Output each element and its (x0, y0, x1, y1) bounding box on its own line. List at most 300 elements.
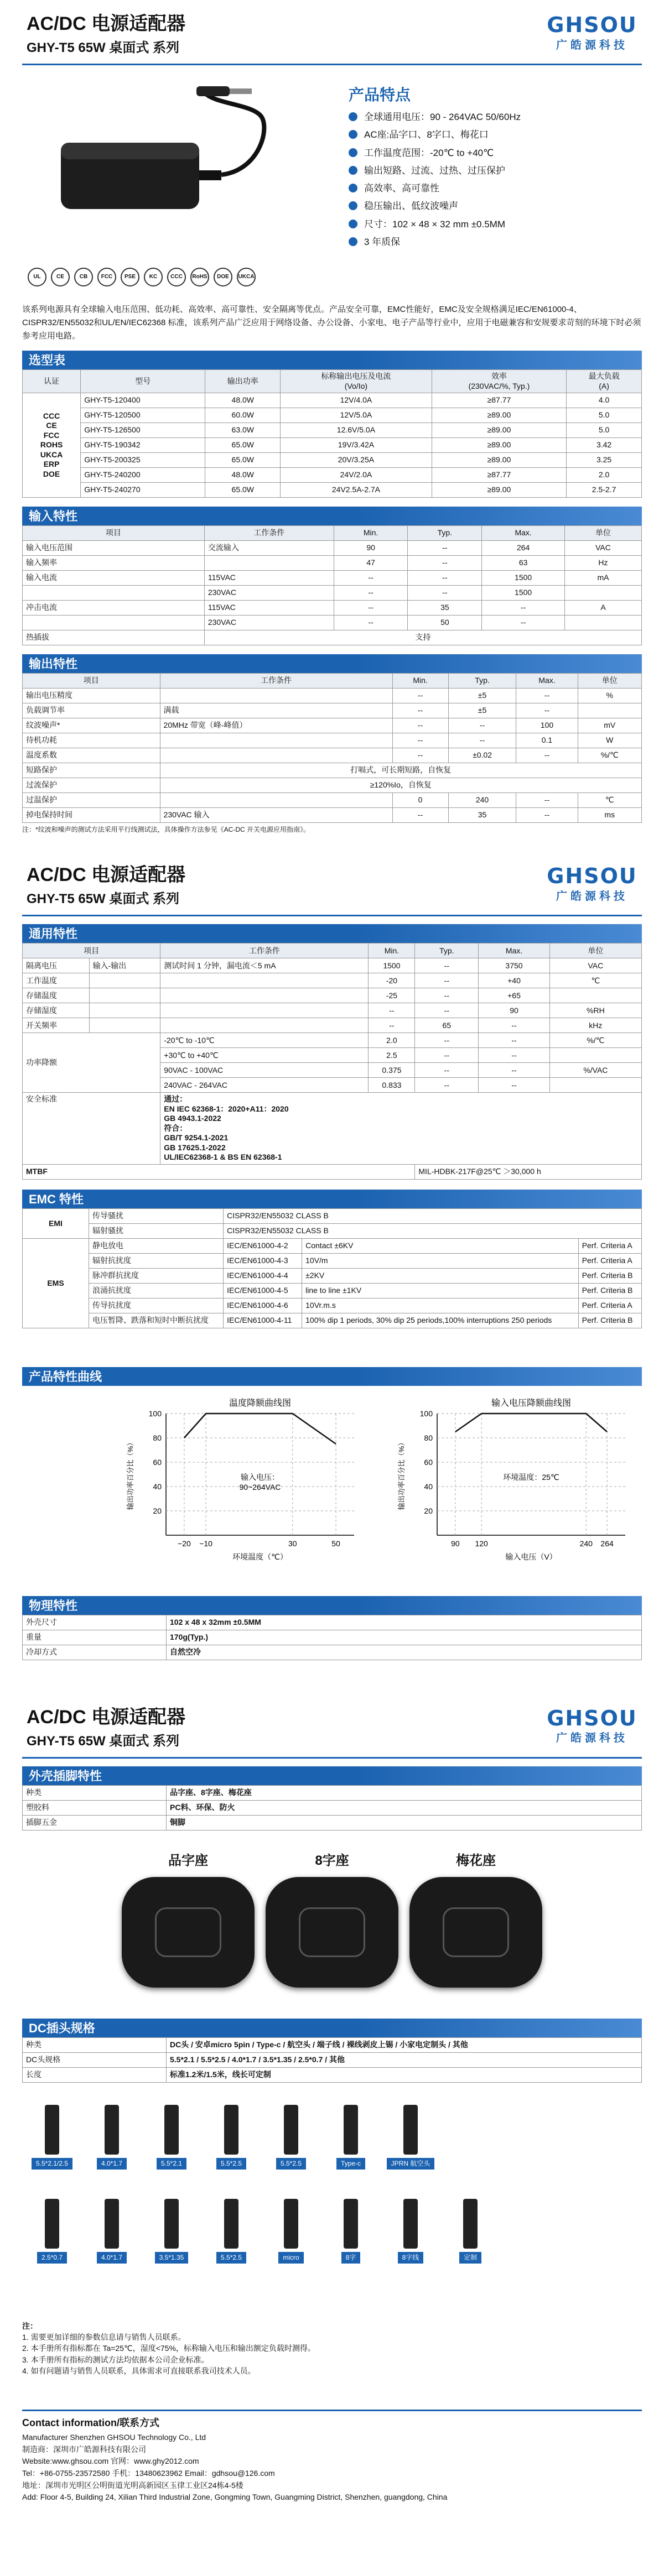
contact-title: Contact information/联系方式 (22, 2417, 159, 2429)
emc-table (22, 1208, 642, 1328)
dc-tip-label: JPRN 航空头 (387, 2158, 435, 2170)
x-tick-label: 264 (600, 1539, 614, 1548)
table-value: 品字座、8字座、梅花座 (167, 1785, 642, 1800)
dc-tip (381, 2105, 440, 2170)
feature-item: AC座:品字口、8字口、梅花口 (349, 129, 521, 140)
plug-socket-2 (260, 1853, 404, 1988)
table-cell: 100 (516, 718, 578, 733)
curves-bar (22, 1367, 642, 1386)
table-key: 塑胶料 (23, 1800, 167, 1815)
table-cell: -- (479, 1063, 549, 1078)
table-row (23, 1223, 642, 1238)
table-cell: Perf. Criteria B (578, 1313, 641, 1328)
table-row (23, 423, 642, 438)
feature-item: 全球通用电压：90 - 264VAC 50/60Hz (349, 111, 521, 123)
table-cell (549, 988, 641, 1003)
table-cell (160, 793, 392, 808)
x-tick-label: 30 (288, 1539, 297, 1548)
table-cell: kHz (549, 1018, 641, 1033)
tips-row-bottom (22, 2199, 642, 2293)
table-cell: 存储温度 (23, 988, 90, 1003)
x-tick-label: 90 (451, 1539, 460, 1548)
table-cell: ≥87.77 (432, 468, 567, 483)
table-cell: 5.0 (567, 408, 642, 423)
plug-caption: 品字座 (168, 1853, 208, 1868)
dc-bar (22, 2019, 642, 2037)
y-axis-label: 输出功率百分比（%） (397, 1438, 406, 1510)
table-cell: 过流保护 (23, 778, 160, 793)
contact-line: 制造商：深圳市广皓源科技有限公司 (22, 2444, 146, 2454)
table-row (23, 958, 642, 973)
dc-tip (82, 2105, 142, 2170)
table-value: 102 x 48 x 32mm ±0.5MM (167, 1615, 642, 1630)
safety-label: 安全标准 (23, 1093, 160, 1165)
temp-derating-chart (116, 1391, 393, 1591)
cert-ukca-icon: UKCA (237, 268, 256, 286)
table-cell: ℃ (578, 793, 641, 808)
safety-line: UL/IEC62368-1 & BS EN 62368-1 (164, 1153, 282, 1162)
table-cell: 温度系数 (23, 748, 160, 763)
contact-lines (22, 2432, 642, 2504)
table-row (23, 2037, 642, 2052)
table-cell: %RH (549, 1003, 641, 1018)
table-cell (549, 1078, 641, 1093)
plug-slot-icon (443, 1907, 509, 1957)
dc-tip (321, 2105, 381, 2170)
dc-tip-label: micro (278, 2252, 303, 2264)
dc-tip (261, 2105, 321, 2170)
table-cell: 65.0W (205, 438, 281, 453)
table-cell: -- (516, 703, 578, 718)
table-header: 项目 (23, 526, 205, 541)
table-cell: -- (516, 689, 578, 703)
table-cell: ℃ (549, 973, 641, 988)
table-cell: 0 (392, 793, 448, 808)
table-cell: 辐射抗扰度 (89, 1253, 224, 1268)
table-cell (160, 1018, 369, 1033)
table-row (23, 988, 642, 1003)
product-intro (22, 65, 642, 303)
table-row (23, 793, 642, 808)
table-cell: 负载调节率 (23, 703, 160, 718)
table-cell: CISPR32/EN55032 CLASS B (224, 1223, 642, 1238)
table-cell: ±5 (448, 689, 516, 703)
table-cell: 240VAC - 264VAC (160, 1078, 369, 1093)
contact-line: Tel：+86-0755-23572580 手机：13480623962 Email：gdhsou@126.com (22, 2468, 275, 2478)
dc-tip-label: 8字 (341, 2252, 361, 2264)
note-item: 3. 本手册所有指标的测试方法均依据本公司企业标准。 (22, 2355, 209, 2364)
table-cell: 90 (334, 541, 408, 556)
table-cell: IEC/EN61000-4-11 (224, 1313, 302, 1328)
table-cell: -- (408, 586, 482, 601)
safety-line: EN IEC 62368-1：2020+A11：2020 (164, 1104, 289, 1113)
table-cell: 2.5 (369, 1048, 415, 1063)
safety-line: GB 17625.1-2022 (164, 1143, 226, 1152)
x-tick-label: 50 (331, 1539, 340, 1548)
plug-face-icon (122, 1877, 255, 1988)
intro-text: 该系列电源具有全球输入电压范围、低功耗、高效率、高可靠性、安全隔离等优点。产品安全可靠，EMC性能好，EMC及安全规格满足IEC/EN61000-4、CISPR32/EN55032和UL/EN/IEC62368 标准，该系列产品广泛应用于网络设备、办公设备、小家电、电子产品等行业中，应用于电磁兼容和安规要求苛刻的环境下时必须参考应用电路。 (22, 305, 641, 341)
dc-tip (82, 2199, 142, 2264)
table-cell: 浪涌抗扰度 (89, 1283, 224, 1298)
table-cell (160, 988, 369, 1003)
output-bar (22, 654, 642, 673)
cert-rohs-icon: RoHS (190, 268, 209, 286)
features-title: 产品特点 (349, 86, 411, 103)
table-header: 工作条件 (204, 526, 334, 541)
table-cell: 交流输入 (204, 541, 334, 556)
dc-tip-label: 5.5*2.5 (216, 2252, 246, 2264)
table-row (23, 1018, 642, 1033)
table-cell: 65.0W (205, 453, 281, 468)
table-header: Typ. (415, 943, 479, 958)
table-cell: ±5 (448, 703, 516, 718)
table-cell: -- (334, 601, 408, 616)
page-header-3 (22, 1693, 642, 1759)
contact-line: Manufacturer Shenzhen GHSOU Technology Co., Ltd (22, 2432, 206, 2442)
table-value: PC料、环保、防火 (167, 1800, 642, 1815)
safety-line: GB/T 9254.1-2021 (164, 1133, 229, 1143)
table-value: 170g(Typ.) (167, 1630, 642, 1645)
table-header: 型号 (81, 370, 205, 393)
logo-en-3: GHSOU (547, 1706, 637, 1730)
plug-socket-1 (116, 1853, 260, 1988)
dc-tip-icon (284, 2105, 298, 2155)
table-cell: 0.833 (369, 1078, 415, 1093)
note-item: 2. 本手册所有指标都在 Ta=25℃，湿度<75%，标称输入电压和输出额定负载时测得。 (22, 2344, 315, 2353)
table-cell: 开关频率 (23, 1018, 90, 1033)
y-tick-label: 80 (424, 1433, 433, 1442)
feature-item: 输出短路、过流、过热、过压保护 (349, 165, 521, 176)
safety-line: GB 4943.1-2022 (164, 1114, 221, 1123)
chart-title: 温度降额曲线图 (229, 1398, 292, 1408)
table-cell: 19V/3.42A (281, 438, 432, 453)
dc-tip-label: 5.5*2.5 (216, 2158, 246, 2170)
dc-tip (142, 2199, 201, 2264)
table-cell: -- (415, 988, 479, 1003)
dc-tip-label: 5.5*2.1 (157, 2158, 186, 2170)
y-tick-label: 60 (424, 1457, 433, 1467)
table-cell: GHY-T5-120400 (81, 393, 205, 408)
table-cell (160, 973, 369, 988)
table-cell: 测试时间 1 分钟，漏电流＜5 mA (160, 958, 369, 973)
table-row (23, 703, 642, 718)
table-cell: 打嗝式，可长期短路，自恢复 (160, 763, 641, 778)
dc-tip-icon (164, 2105, 179, 2155)
table-cell: GHY-T5-120500 (81, 408, 205, 423)
table-value: 5.5*2.1 / 5.5*2.5 / 4.0*1.7 / 3.5*1.35 / 2.5*0.7 / 其他 (167, 2052, 642, 2067)
table-header: 项目 (23, 943, 160, 958)
table-cell: 3750 (479, 958, 549, 973)
table-header: Max. (482, 526, 565, 541)
y-tick-label: 80 (153, 1433, 162, 1442)
table-cell: -- (516, 748, 578, 763)
table-cell: VAC (564, 541, 641, 556)
table-cell: 掉电保持时间 (23, 808, 160, 823)
physical-table (22, 1615, 642, 1660)
table-cell: -- (369, 1018, 415, 1033)
feature-item: 尺寸：102 × 48 × 32 mm ±0.5MM (349, 218, 521, 230)
table-cell (160, 733, 392, 748)
x-tick-label: 120 (475, 1539, 488, 1548)
table-row (23, 453, 642, 468)
table-cell: 输入频率 (23, 556, 205, 571)
cert-pse-icon: PSE (121, 268, 139, 286)
table-row (23, 541, 642, 556)
table-cell: 230VAC 输入 (160, 808, 392, 823)
table-cell: 支持 (204, 630, 641, 645)
cert-list-cell: CCC CE FCC ROHS UKCA ERP DOE (23, 393, 81, 498)
table-key: 外壳尺寸 (23, 1615, 167, 1630)
y-tick-label: 100 (148, 1409, 162, 1418)
table-cell: 230VAC (204, 616, 334, 630)
dc-tip (440, 2199, 500, 2264)
table-cell: +40 (479, 973, 549, 988)
table-cell: GHY-T5-240200 (81, 468, 205, 483)
dc-tip-icon (344, 2105, 358, 2155)
table-cell: IEC/EN61000-4-4 (224, 1268, 302, 1283)
table-cell: % (578, 689, 641, 703)
plug-face-icon (409, 1877, 542, 1988)
output-note: 注：*纹波和噪声的测试方法采用平行线测试法，具体操作方法参见《AC-DC 开关电源应用指南》。 (22, 826, 310, 833)
table-cell: Hz (564, 556, 641, 571)
table-cell: -- (415, 973, 479, 988)
y-tick-label: 40 (424, 1482, 433, 1491)
derating-label: 功率降额 (23, 1033, 160, 1093)
plug-face-icon (266, 1877, 398, 1988)
table-cell: IEC/EN61000-4-3 (224, 1253, 302, 1268)
table-value: 标准1.2米/1.5米，线长可定制 (167, 2067, 642, 2082)
brand-logo (542, 12, 642, 56)
table-cell: 12.6V/5.0A (281, 423, 432, 438)
table-cell: line to line ±1KV (302, 1283, 579, 1298)
table-cell: -- (448, 718, 516, 733)
table-cell: -- (516, 808, 578, 823)
table-row (23, 718, 642, 733)
table-row (23, 1164, 642, 1179)
dc-tip-label: 2.5*0.7 (37, 2252, 67, 2264)
table-header: 输出功率 (205, 370, 281, 393)
table-row (23, 1645, 642, 1660)
header-title-3: AC/DC 电源适配器 (27, 1706, 186, 1728)
logo-cn-2: 广皓源科技 (556, 890, 628, 903)
table-cell: IEC/EN61000-4-2 (224, 1238, 302, 1253)
table-cell: ≥89.00 (432, 438, 567, 453)
logo-en: GHSOU (547, 13, 637, 37)
tips-row-top (22, 2105, 642, 2199)
table-cell: Perf. Criteria A (578, 1253, 641, 1268)
table-key: 冷却方式 (23, 1645, 167, 1660)
y-tick-label: 20 (424, 1506, 433, 1515)
table-header: 工作条件 (160, 943, 369, 958)
table-cell: 63 (482, 556, 565, 571)
dc-tip (321, 2199, 381, 2264)
cert-row (28, 268, 260, 286)
table-header: 效率 (230VAC/%, Typ.) (432, 370, 567, 393)
table-row (23, 1785, 642, 1800)
cert-ccc-icon: CCC (167, 268, 186, 286)
table-key: 重量 (23, 1630, 167, 1645)
dc-tips (22, 2105, 642, 2304)
table-cell: -- (392, 718, 448, 733)
table-cell: 48.0W (205, 393, 281, 408)
table-cell: ≥89.00 (432, 423, 567, 438)
table-cell: 20MHz 带宽（峰-峰值） (160, 718, 392, 733)
table-cell: 0.375 (369, 1063, 415, 1078)
features-list (349, 111, 521, 248)
table-cell (160, 748, 392, 763)
table-cell: 静电放电 (89, 1238, 224, 1253)
table-cell: mV (578, 718, 641, 733)
table-row (23, 1033, 642, 1048)
series-line (455, 1414, 607, 1432)
header-title-2: AC/DC 电源适配器 (27, 864, 186, 886)
emc-bar (22, 1190, 642, 1208)
table-cell: -- (479, 1018, 549, 1033)
table-key: DC头规格 (23, 2052, 167, 2067)
contact-line: Add: Floor 4-5, Building 24, Xilian Third Industrial Zone, Gongming Town, Guangming District, Shenzhen, guangdong, China (22, 2492, 448, 2502)
mtbf-label: MTBF (23, 1164, 415, 1179)
table-cell: 63.0W (205, 423, 281, 438)
table-cell: Perf. Criteria A (578, 1238, 641, 1253)
table-cell: ±2KV (302, 1268, 579, 1283)
table-cell: 满载 (160, 703, 392, 718)
table-row (23, 1313, 642, 1328)
table-header: Max. (516, 674, 578, 689)
table-cell: IEC/EN61000-4-6 (224, 1298, 302, 1313)
table-cell: 35 (448, 808, 516, 823)
table-cell: 115VAC (204, 571, 334, 586)
table-cell: -- (516, 793, 578, 808)
table-cell: A (564, 601, 641, 616)
table-header: 单位 (549, 943, 641, 958)
selection-title: 选型表 (29, 353, 66, 367)
dc-tip-icon (164, 2199, 179, 2249)
table-cell: 4.0 (567, 393, 642, 408)
table-cell: -- (408, 541, 482, 556)
table-cell: 1500 (482, 586, 565, 601)
table-cell (160, 1003, 369, 1018)
physical-bar (22, 1596, 642, 1615)
table-cell: -- (482, 601, 565, 616)
note-item: 1. 需要更加详细的参数信息请与销售人员联系。 (22, 2333, 186, 2342)
selection-table (22, 369, 642, 498)
table-value: 铜脚 (167, 1815, 642, 1830)
table-cell: 纹波噪声* (23, 718, 160, 733)
physical-title: 物理特性 (29, 1598, 78, 1613)
table-cell: 3.25 (567, 453, 642, 468)
dc-tip-icon (403, 2105, 418, 2155)
cert-cb-icon: CB (74, 268, 93, 286)
cert-ul-icon: UL (28, 268, 46, 286)
dc-tip-label: 5.5*2.1/2.5 (32, 2158, 72, 2170)
table-row (23, 438, 642, 453)
notes-list (22, 2332, 642, 2376)
table-header: Typ. (448, 674, 516, 689)
general-title: 通用特性 (29, 927, 78, 941)
table-cell: GHY-T5-190342 (81, 438, 205, 453)
table-cell: 60.0W (205, 408, 281, 423)
y-tick-label: 60 (153, 1457, 162, 1467)
table-cell: -- (408, 556, 482, 571)
table-cell: -20 (369, 973, 415, 988)
table-cell: -- (479, 1048, 549, 1063)
header-model-3: GHY-T5 65W 桌面式 系列 (27, 1733, 180, 1749)
table-cell: VAC (549, 958, 641, 973)
table-cell: GHY-T5-200325 (81, 453, 205, 468)
adapter-image (39, 82, 293, 248)
table-cell: -- (415, 1048, 479, 1063)
table-header: 认证 (23, 370, 81, 393)
curves-title: 产品特性曲线 (29, 1369, 102, 1384)
table-row (23, 468, 642, 483)
table-cell: 65.0W (205, 483, 281, 498)
dc-tip-icon (105, 2105, 119, 2155)
table-cell: Perf. Criteria B (578, 1268, 641, 1283)
output-table (22, 673, 642, 823)
plug-caption: 8字座 (315, 1853, 349, 1868)
table-cell: ≥89.00 (432, 483, 567, 498)
table-cell: 辐射骚扰 (89, 1223, 224, 1238)
table-cell: 隔离电压 (23, 958, 90, 973)
table-row (23, 1238, 642, 1253)
curves-area (22, 1386, 642, 1596)
header-title: AC/DC 电源适配器 (27, 13, 186, 34)
cert-fcc-icon: FCC (97, 268, 116, 286)
table-cell: -- (334, 586, 408, 601)
table-cell: 50 (408, 616, 482, 630)
table-cell: Perf. Criteria B (578, 1283, 641, 1298)
table-cell: ms (578, 808, 641, 823)
table-cell: 264 (482, 541, 565, 556)
safety-cell (160, 1093, 642, 1165)
table-row (23, 1093, 642, 1165)
table-cell: +30℃ to +40℃ (160, 1048, 369, 1063)
brand-logo-2 (542, 863, 642, 908)
table-row (23, 808, 642, 823)
plug-caption: 梅花座 (456, 1853, 496, 1868)
table-key: 种类 (23, 1785, 167, 1800)
table-row (23, 748, 642, 763)
table-cell (564, 616, 641, 630)
table-cell: -- (334, 571, 408, 586)
table-row (23, 601, 642, 616)
table-row (23, 689, 642, 703)
table-cell: 10V/m (302, 1253, 579, 1268)
table-cell: 100% dip 1 periods, 30% dip 25 periods,100% interruptions 250 periods (302, 1313, 579, 1328)
table-cell: 230VAC (204, 586, 334, 601)
table-cell: 47 (334, 556, 408, 571)
table-cell (578, 703, 641, 718)
table-cell: -- (392, 689, 448, 703)
general-table (22, 943, 642, 1180)
table-cell: %/℃ (549, 1033, 641, 1048)
emi-label: EMI (23, 1208, 89, 1238)
x-tick-label: −10 (199, 1539, 212, 1548)
table-cell: Contact ±6KV (302, 1238, 579, 1253)
plug-socket-3 (404, 1853, 548, 1988)
table-cell: Perf. Criteria A (578, 1298, 641, 1313)
table-cell: 输出电压精度 (23, 689, 160, 703)
table-cell: 传导骚扰 (89, 1208, 224, 1223)
table-row (23, 733, 642, 748)
table-cell: mA (564, 571, 641, 586)
table-key: 插脚五金 (23, 1815, 167, 1830)
table-row (23, 763, 642, 778)
dc-tip-label: 5.5*2.5 (276, 2158, 306, 2170)
features-panel (349, 85, 521, 254)
table-cell: 1500 (369, 958, 415, 973)
emc-title: EMC 特性 (29, 1192, 84, 1206)
